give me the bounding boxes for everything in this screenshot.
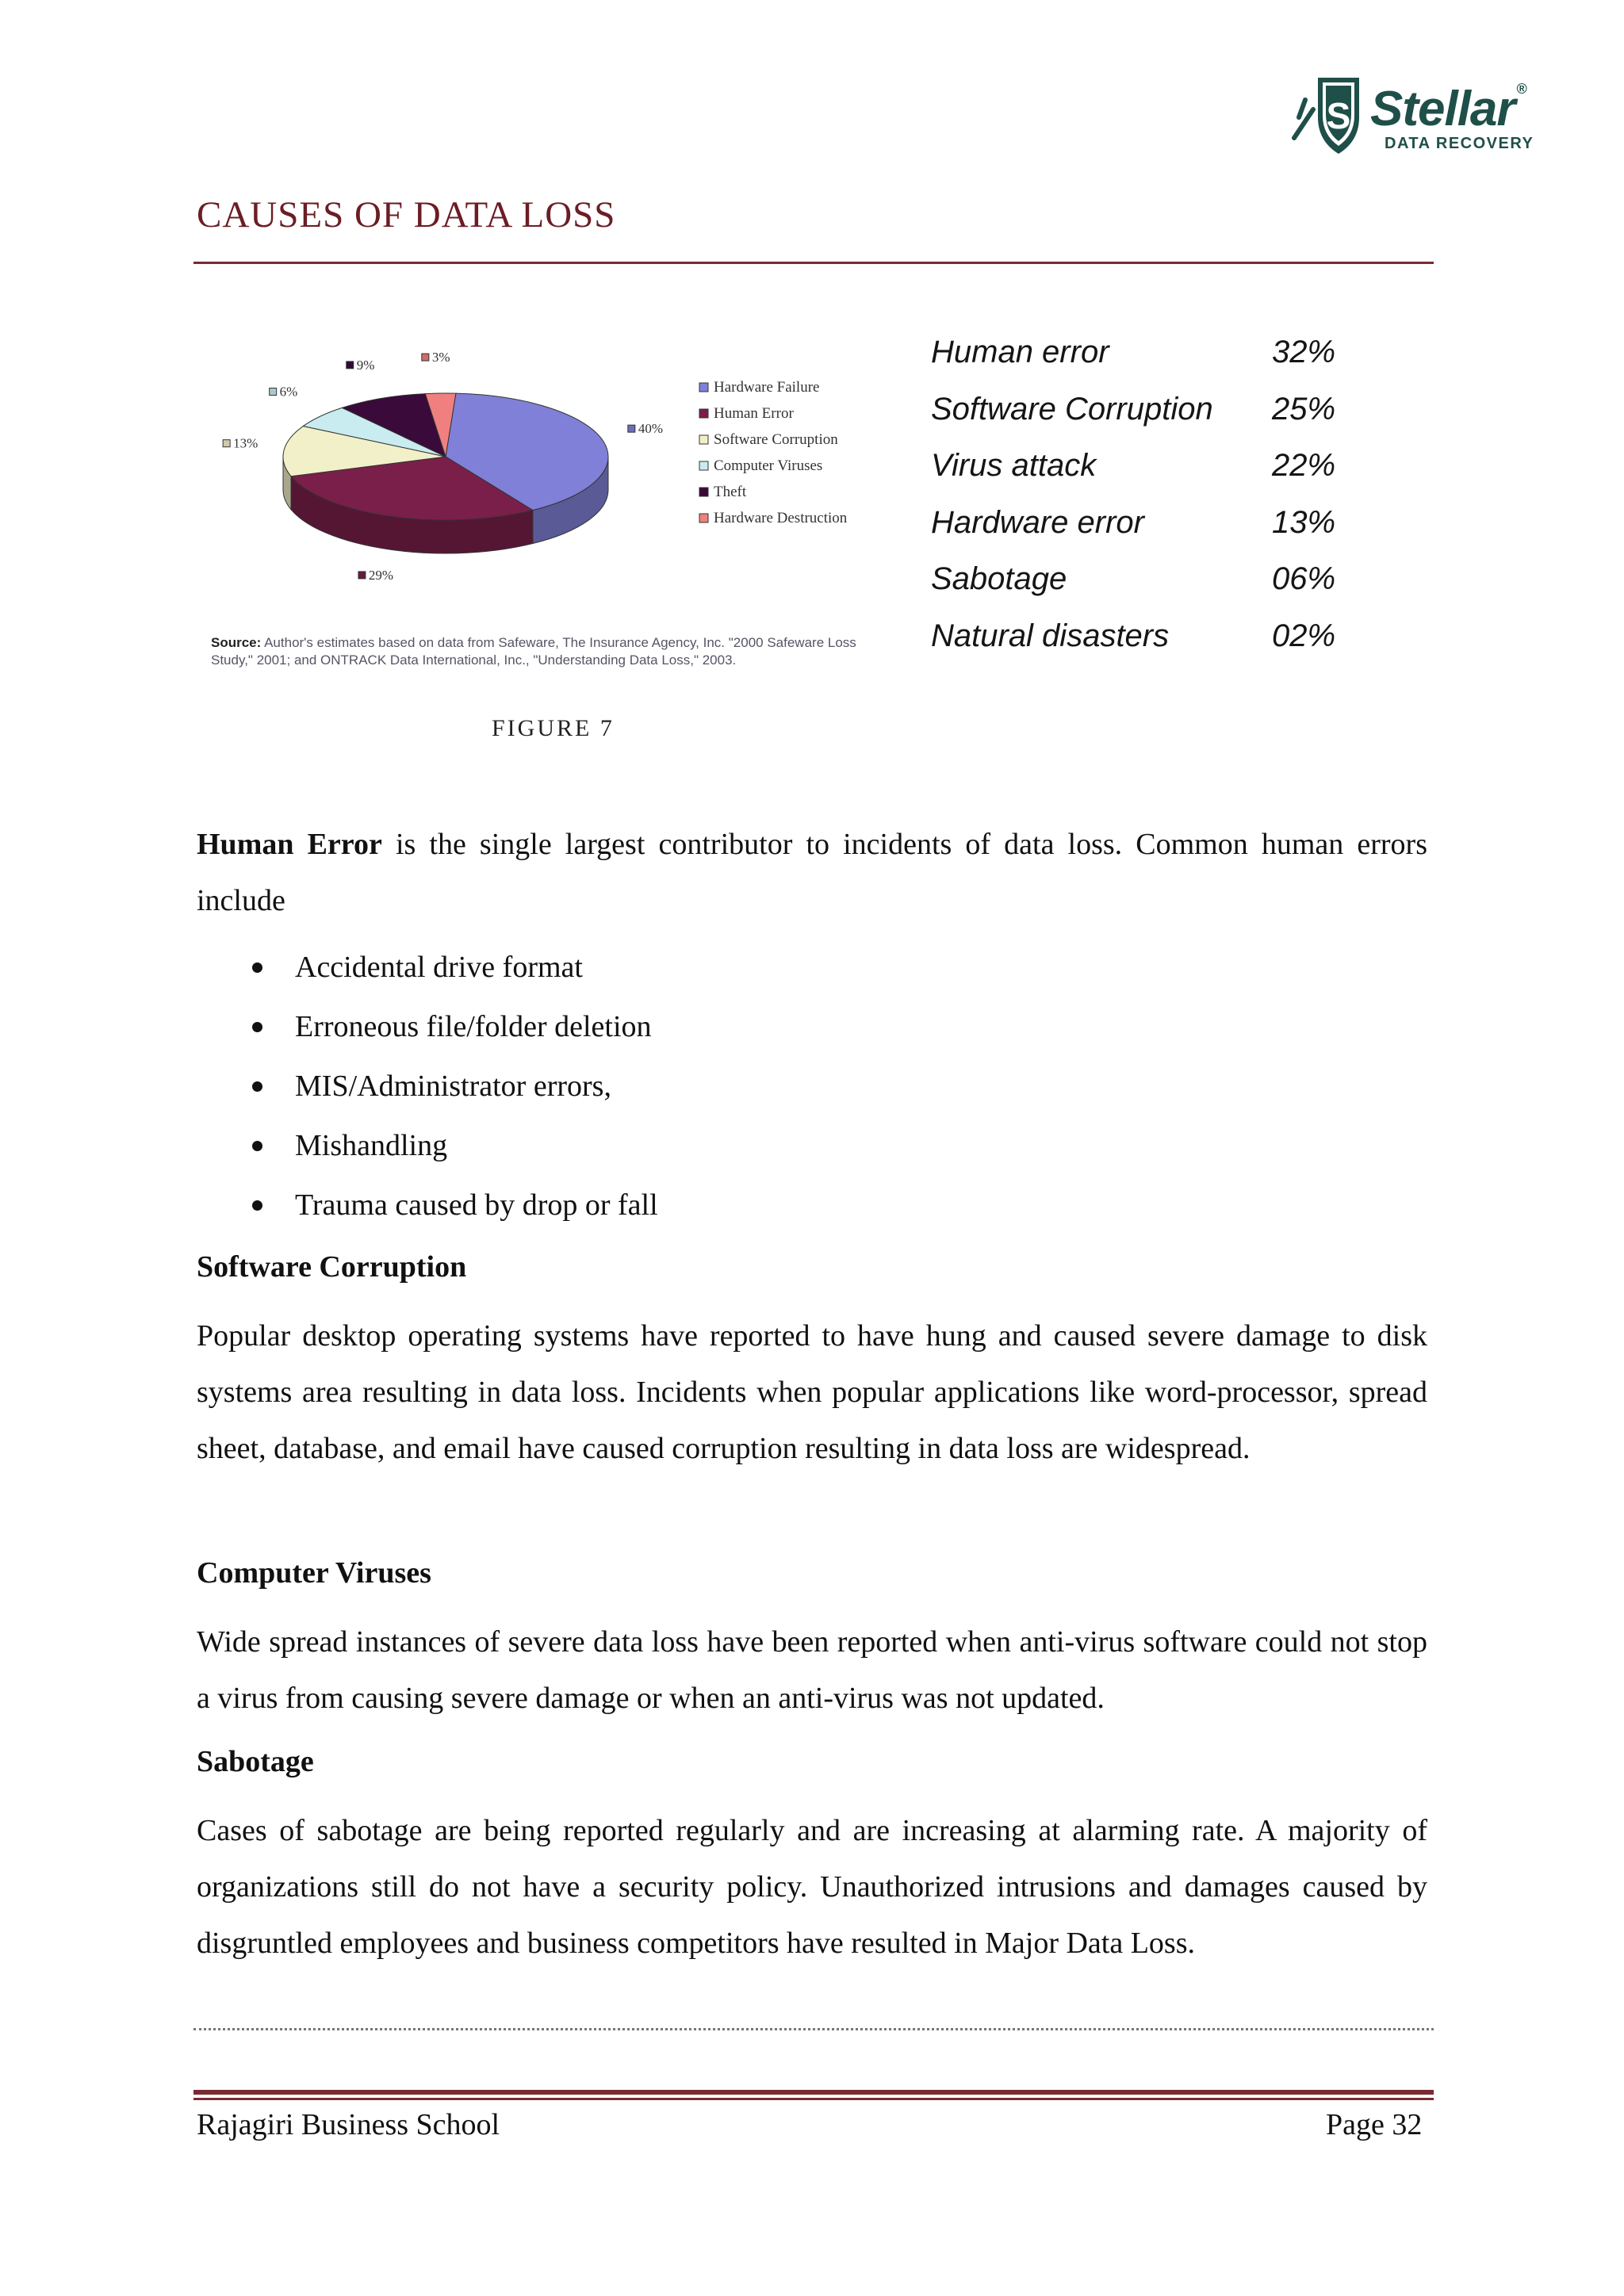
svg-text:29%: 29% [368,567,394,583]
title-divider [193,262,1434,264]
stat-row [931,553,1343,610]
stat-label: Virus attack [931,448,1097,484]
svg-text:9%: 9% [356,357,375,373]
stat-label: Natural disasters [931,618,1170,653]
bullet-item: Mishandling [238,1122,658,1181]
pie-value-label [270,385,298,400]
stat-row [931,610,1343,668]
computer-viruses-heading: Computer Viruses [197,1556,431,1590]
chart-source-text: Author's estimates based on data from Safeware, The Insurance Agency, Inc. "2000 Safeware Loss Study," 2001; and ONTRACK Data International, Inc., "Understanding Data Loss," 2003. [211,635,856,668]
stat-row [931,327,1343,384]
sabotage-text: Cases of sabotage are being reported regularly and are increasing at alarming rate. A majority of organizations still do not have a security policy. Unauthorized intrusions and damages caused by disgruntled employees and business competitors have resulted in Major Data Loss. [197,1814,1427,1960]
stat-value: 22% [1272,448,1336,484]
svg-text:3%: 3% [431,350,450,365]
svg-text:Software Corruption: Software Corruption [714,431,838,448]
svg-text:Hardware Failure: Hardware Failure [714,379,820,396]
svg-text:Hardware Destruction: Hardware Destruction [714,510,848,526]
stat-value: 32% [1272,335,1336,369]
legend-item [699,510,848,526]
pie-value-label [422,350,450,365]
stat-row [931,497,1343,554]
logo-wordmark: Stellar ® [1370,81,1526,136]
data-loss-stats [931,327,1343,668]
stat-label: Human error [931,335,1109,369]
shield-emblem-icon [1291,68,1378,162]
intro-paragraph [197,817,1427,929]
software-corruption-heading: Software Corruption [197,1250,467,1284]
logo-tagline: DATA RECOVERY [1385,135,1534,152]
bullet-item: Trauma caused by drop or fall [238,1181,658,1241]
stat-label: Sabotage [931,561,1067,597]
figure-caption: FIGURE 7 [492,715,615,741]
stat-value: 25% [1272,391,1336,427]
stat-value: 02% [1272,618,1336,653]
svg-text:13%: 13% [233,435,259,451]
footer-school: Rajagiri Business School [197,2108,500,2141]
svg-text:6%: 6% [279,384,298,400]
stat-value: 06% [1272,561,1336,597]
footer-rule-thin [193,2098,1434,2100]
svg-text:Computer Viruses: Computer Viruses [714,457,823,474]
legend-item [699,405,794,422]
footer-page-number: Page 32 [1326,2108,1423,2141]
svg-text:40%: 40% [638,421,664,437]
stat-label: Software Corruption [931,391,1213,427]
legend-item [699,457,822,474]
intro-bold: Human Error [197,828,382,861]
computer-viruses-text: Wide spread instances of severe data loss have been reported when anti-virus software could not stop a virus from causing severe damage or when an anti-virus was not updated. [197,1625,1427,1715]
pie-value-label [628,421,663,436]
pie-value-label [347,358,375,373]
page-title: CAUSES OF DATA LOSS [197,194,616,235]
stat-label: Hardware error [931,504,1144,540]
chart-source-note [211,634,901,669]
bullet-item: Accidental drive format [238,943,658,1003]
bullet-item: Erroneous file/folder deletion [238,1003,658,1062]
stat-row [931,440,1343,497]
chart-source-label: Source: [211,635,262,650]
legend-item [699,431,838,448]
pie-value-label [223,436,258,451]
stat-row [931,384,1343,441]
content-end-divider [193,2028,1434,2030]
legend-item [699,379,819,396]
software-corruption-text: Popular desktop operating systems have reported to have hung and caused severe damage to disk systems area resulting in data loss. Incidents when popular applications like word-processor, spread sheet, database, and email have caused corruption resulting in data loss are widespread. [197,1319,1427,1465]
stat-value: 13% [1272,504,1336,540]
sabotage-heading: Sabotage [197,1745,314,1778]
emblem-letter: S [1326,95,1351,136]
footer-rule [193,2090,1434,2095]
legend-item [699,484,747,500]
stellar-logo [1291,68,1546,162]
svg-text:Theft: Theft [714,484,747,500]
human-error-list [238,943,658,1241]
pie-value-label [358,568,393,583]
intro-text: is the single largest contributor to incidents of data loss. Common human errors include [197,828,1427,917]
svg-text:Human Error: Human Error [714,405,794,422]
bullet-item: MIS/Administrator errors, [238,1062,658,1122]
